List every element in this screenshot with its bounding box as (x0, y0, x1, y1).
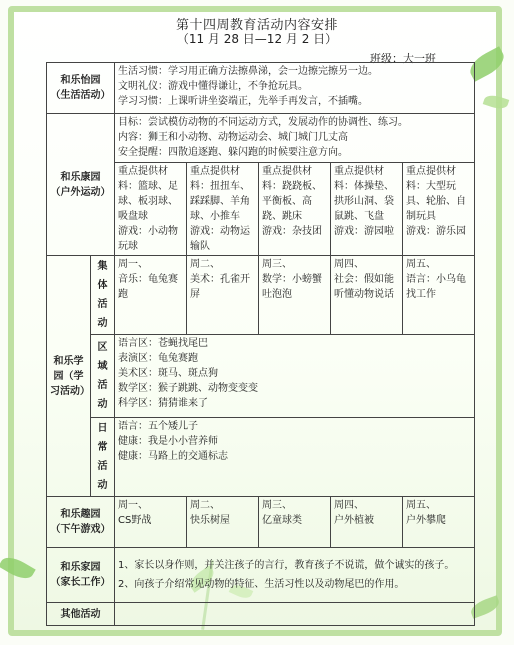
row-xueyuan-richang (47, 418, 475, 497)
row-yuyuan (47, 497, 475, 548)
row-kangyuan-goals (47, 114, 475, 163)
section-head-yuyuan: 和乐趣园 （下午游戏） (47, 497, 115, 548)
yiyuan-line: 学习习惯：上课听讲坐姿端正，先举手再发言，不插嘴。 (118, 96, 368, 107)
row-xueyuan-jiti (47, 256, 475, 335)
yuyuan-day-thu: 周四、 户外植被 (331, 497, 403, 548)
yiyuan-line: 生活习惯：学习用正确方法擦鼻涕，会一边擦完擦另一边。 (118, 66, 378, 77)
kangyuan-day-fri: 重点提供材料：大型玩具、轮胎、自制玩具 游戏：游乐园 (403, 163, 475, 256)
jiti-day-wed: 周三、 数学：小螃蟹吐泡泡 (259, 256, 331, 335)
row-jiayuan (47, 548, 475, 603)
page-subtitle: （11 月 28 日—12 月 2 日） (176, 32, 338, 46)
quyu-content: 语言区：苍蝇找尾巴 表演区：龟兔赛跑 美术区：斑马、斑点狗 数学区：猴子跳跳、动物变变变 科学区：猜猜谁来了 (115, 335, 475, 418)
section-head-yiyuan: 和乐怡园 （生活活动） (47, 63, 115, 114)
section-head-jiayuan: 和乐家园 （家长工作） (47, 548, 115, 603)
kangyuan-day-tue: 重点提供材料：扭扭车、踩踩脚、羊角球、小推车 游戏：动物运输队 (187, 163, 259, 256)
jiayuan-content: 1、家长以身作则，并关注孩子的言行，教育孩子不说谎，做个诚实的孩子。 2、向孩子介绍常见动物的特征、生活习性以及动物尾巴的作用。 (115, 548, 475, 603)
yuyuan-day-wed: 周三、 亿童球类 (259, 497, 331, 548)
kangyuan-goals: 目标：尝试模仿动物的不同运动方式，发展动作的协调性、练习。 内容：狮王和小动物、动物运动会、城门城门几丈高 安全提醒：四散追逐跑、躲闪跑的时候要注意方向。 (115, 114, 475, 163)
richang-content: 语言：五个矮儿子 健康：我是小小营养师 健康：马路上的交通标志 (115, 418, 475, 497)
row-other (47, 603, 475, 626)
kangyuan-day-wed: 重点提供材料：跷跷板、平衡板、高跷、跳床 游戏：杂技团 (259, 163, 331, 256)
kangyuan-day-thu: 重点提供材料：体操垫、拱形山洞、袋鼠跳、飞盘 游戏：游园啦 (331, 163, 403, 256)
jiti-day-fri: 周五、 语言：小乌龟找工作 (403, 256, 475, 335)
jiti-day-mon: 周一、 音乐：龟兔赛跑 (115, 256, 187, 335)
page-title: 第十四周教育活动内容安排 (175, 18, 338, 33)
yuyuan-day-tue: 周二、 快乐树屋 (187, 497, 259, 548)
row-yiyuan (47, 63, 475, 114)
jiti-day-thu: 周四、 社会：假如能听懂动物说话 (331, 256, 403, 335)
section-head-kangyuan: 和乐康园 （户外运动） (47, 114, 115, 256)
section-head-xueyuan: 和乐学园（学习活动） (47, 256, 91, 497)
section-head-other: 其他活动 (47, 603, 115, 626)
jiti-day-tue: 周二、 美术：孔雀开屏 (187, 256, 259, 335)
xueyuan-quyu-label: 区域活动 (91, 335, 115, 418)
yiyuan-line: 文明礼仪：游戏中懂得谦让，不争抢玩具。 (118, 81, 308, 92)
kangyuan-day-mon: 重点提供材料：篮球、足球、板羽球、吸盘球 游戏：小动物玩球 (115, 163, 187, 256)
row-xueyuan-quyu (47, 335, 475, 418)
schedule-table (46, 62, 475, 626)
yuyuan-day-mon: 周一、 CS野战 (115, 497, 187, 548)
yuyuan-day-fri: 周五、 户外攀爬 (403, 497, 475, 548)
xueyuan-richang-label: 日常活动 (91, 418, 115, 497)
xueyuan-jiti-label: 集体活动 (91, 256, 115, 335)
yiyuan-content (115, 63, 475, 114)
other-content (115, 603, 475, 626)
class-label: 班级：大一班 (370, 52, 436, 65)
